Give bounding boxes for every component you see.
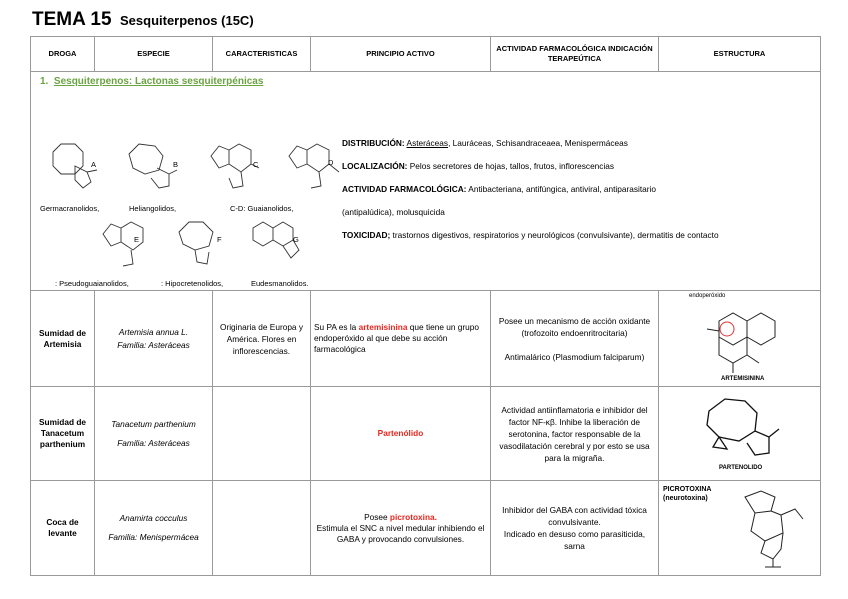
caption-hipocretenolidos: : Hipocretenolidos,	[161, 279, 224, 288]
actividad-line-2: Indicado en desuso como parasiticida, sarna	[503, 529, 646, 551]
section-info	[342, 132, 812, 247]
header-principio-activo: PRINCIPIO ACTIVO	[311, 37, 491, 72]
title-sub: Sesquiterpenos (15C)	[120, 13, 254, 28]
row-especie	[95, 481, 213, 576]
especie-family: Familia: Asteráceas	[117, 339, 190, 350]
row-caracteristicas	[213, 481, 311, 576]
molecule-letter-b: B	[173, 160, 179, 169]
info-toxicidad	[342, 224, 812, 247]
caption-heliangolidos: Heliangolidos,	[129, 204, 177, 213]
pa-highlight: Partenólido	[377, 428, 424, 438]
molecule-letter-d: D	[328, 158, 334, 167]
caption-guaianolidos: C-D: Guaianolidos,	[230, 204, 294, 213]
especie-family: Familia: Menispermácea	[108, 532, 199, 542]
row-actividad	[491, 291, 659, 387]
row-principio-activo	[311, 387, 491, 481]
caption-germacranolidos: Germacranolidos,	[40, 204, 100, 213]
picrotoxin-name: PICROTOXINA	[663, 486, 712, 493]
molecule-e	[103, 222, 143, 266]
header-especie: ESPECIE	[95, 37, 213, 72]
section-row	[31, 72, 821, 291]
toxicidad-text: trastornos digestivos, respiratorios y neurológicos (convulsivante), dermatitis de contacto	[390, 230, 719, 240]
pa-highlight: artemisinina	[358, 322, 408, 332]
caption-eudesmanolidos: Eudesmanolidos.	[251, 279, 309, 288]
toxicidad-label: TOXICIDAD;	[342, 230, 391, 240]
especie-name: Tanacetum parthenium	[111, 418, 196, 429]
info-actividad	[342, 178, 812, 201]
picrotoxin-label	[663, 485, 712, 503]
row-principio-activo	[311, 481, 491, 576]
endoperoxido-note: endoperóxido	[689, 293, 726, 299]
row-estructura	[659, 481, 821, 576]
molecule-f	[179, 222, 213, 264]
pa-after: que tiene un grupo endoperóxido al que debe su acción farmacológica	[314, 322, 479, 354]
section-title-text: Sesquiterpenos: Lactonas sesquiterpénicas	[53, 76, 264, 87]
distribucion-label: DISTRIBUCIÓN:	[342, 138, 405, 148]
especie-name: Artemisia annua L.	[118, 326, 189, 337]
table-row	[31, 481, 821, 576]
info-distribucion	[342, 132, 812, 155]
localizacion-text: Pelos secretores de hojas, tallos, frutos, inflorescencias	[407, 161, 615, 171]
pa-highlight: picrotoxina.	[389, 511, 437, 522]
section-title	[40, 76, 263, 87]
table-row	[31, 291, 821, 387]
row-caracteristicas: Originaria de Europa y América. Flores en inflorescencias.	[213, 291, 311, 387]
row-estructura	[659, 291, 821, 387]
row-caracteristicas	[213, 387, 311, 481]
molecule-letter-a: A	[91, 160, 97, 169]
row-actividad: Actividad antiinflamatoria e inhibidor del factor NF-κβ. Inhibe la liberación de serotonina, factor responsable de la vasodilatación cerebral y por esto se usa para la migraña.	[491, 387, 659, 481]
especie-family: Familia: Asteráceas	[117, 437, 190, 448]
drug-table	[30, 36, 821, 576]
row-droga: Sumidad de Artemisia	[31, 291, 95, 387]
localizacion-label: LOCALIZACIÓN:	[342, 161, 408, 171]
title-main: TEMA 15	[32, 9, 112, 30]
molecule-letter-c: C	[253, 160, 259, 169]
header-droga: DROGA	[31, 37, 95, 72]
section-number: 1.	[40, 76, 49, 87]
info-actividad-2: (antipalúdica), molusquicida	[342, 207, 445, 217]
partenolide-label: PARTENOLIDO	[719, 465, 763, 471]
distribucion-rest: , Lauráceas, Schisandraceaea, Menispermáceas	[448, 138, 628, 148]
row-principio-activo	[311, 291, 491, 387]
actividad-line-1: Posee un mecanismo de acción oxidante (trofozoito endoenritrocitaria)	[498, 315, 651, 338]
especie-name: Anamirta cocculus	[119, 513, 188, 523]
header-estructura: ESTRUCTURA	[659, 37, 821, 72]
pa-before: Su PA es la	[314, 322, 359, 332]
partenolide-structure	[699, 393, 789, 465]
row-estructura	[659, 387, 821, 481]
pa-line-1	[314, 512, 487, 523]
table-row	[31, 387, 821, 481]
row-droga: Coca de levante	[31, 481, 95, 576]
row-especie	[95, 387, 213, 481]
actividad-text: Antibacteriana, antifúngica, antiviral, antiparasitario	[466, 184, 657, 194]
actividad-label: ACTIVIDAD FARMACOLÓGICA:	[342, 184, 467, 194]
info-localizacion	[342, 155, 812, 178]
artemisinin-label: ARTEMISININA	[721, 376, 765, 382]
molecule-letter-e: E	[134, 235, 140, 244]
molecule-letter-f: F	[217, 235, 222, 244]
pa-after: Estimula el SNC a nivel medular inhibiendo el GABA y provocando convulsiones.	[316, 522, 485, 544]
lactone-skeletons-illustration	[31, 92, 341, 291]
header-caracteristicas: CARACTERISTICAS	[213, 37, 311, 72]
row-actividad	[491, 481, 659, 576]
header-row	[31, 37, 821, 72]
picrotoxin-structure	[725, 487, 817, 571]
row-especie	[95, 291, 213, 387]
caption-pseudoguaianolidos: : Pseudoguaianolidos,	[55, 279, 129, 288]
distribucion-underlined: Asteráceas	[406, 138, 449, 148]
picrotoxin-sub: (neurotoxina)	[663, 495, 708, 502]
header-actividad: ACTIVIDAD FARMACOLÓGICA INDICACIÓN TERAPEÚTICA	[491, 37, 659, 72]
page-title	[32, 9, 254, 31]
artemisinin-structure	[689, 301, 789, 381]
row-droga: Sumidad de Tanacetum parthenium	[31, 387, 95, 481]
pa-before: Posee	[364, 511, 390, 522]
molecule-b	[129, 144, 177, 188]
molecule-c	[211, 144, 259, 188]
molecule-letter-g: G	[293, 235, 299, 244]
section-cell	[31, 72, 821, 291]
actividad-line-2: Antimalárico (Plasmodium falciparum)	[504, 351, 645, 362]
actividad-line-1: Inhibidor del GABA con actividad tóxica convulsivante.	[502, 505, 647, 527]
